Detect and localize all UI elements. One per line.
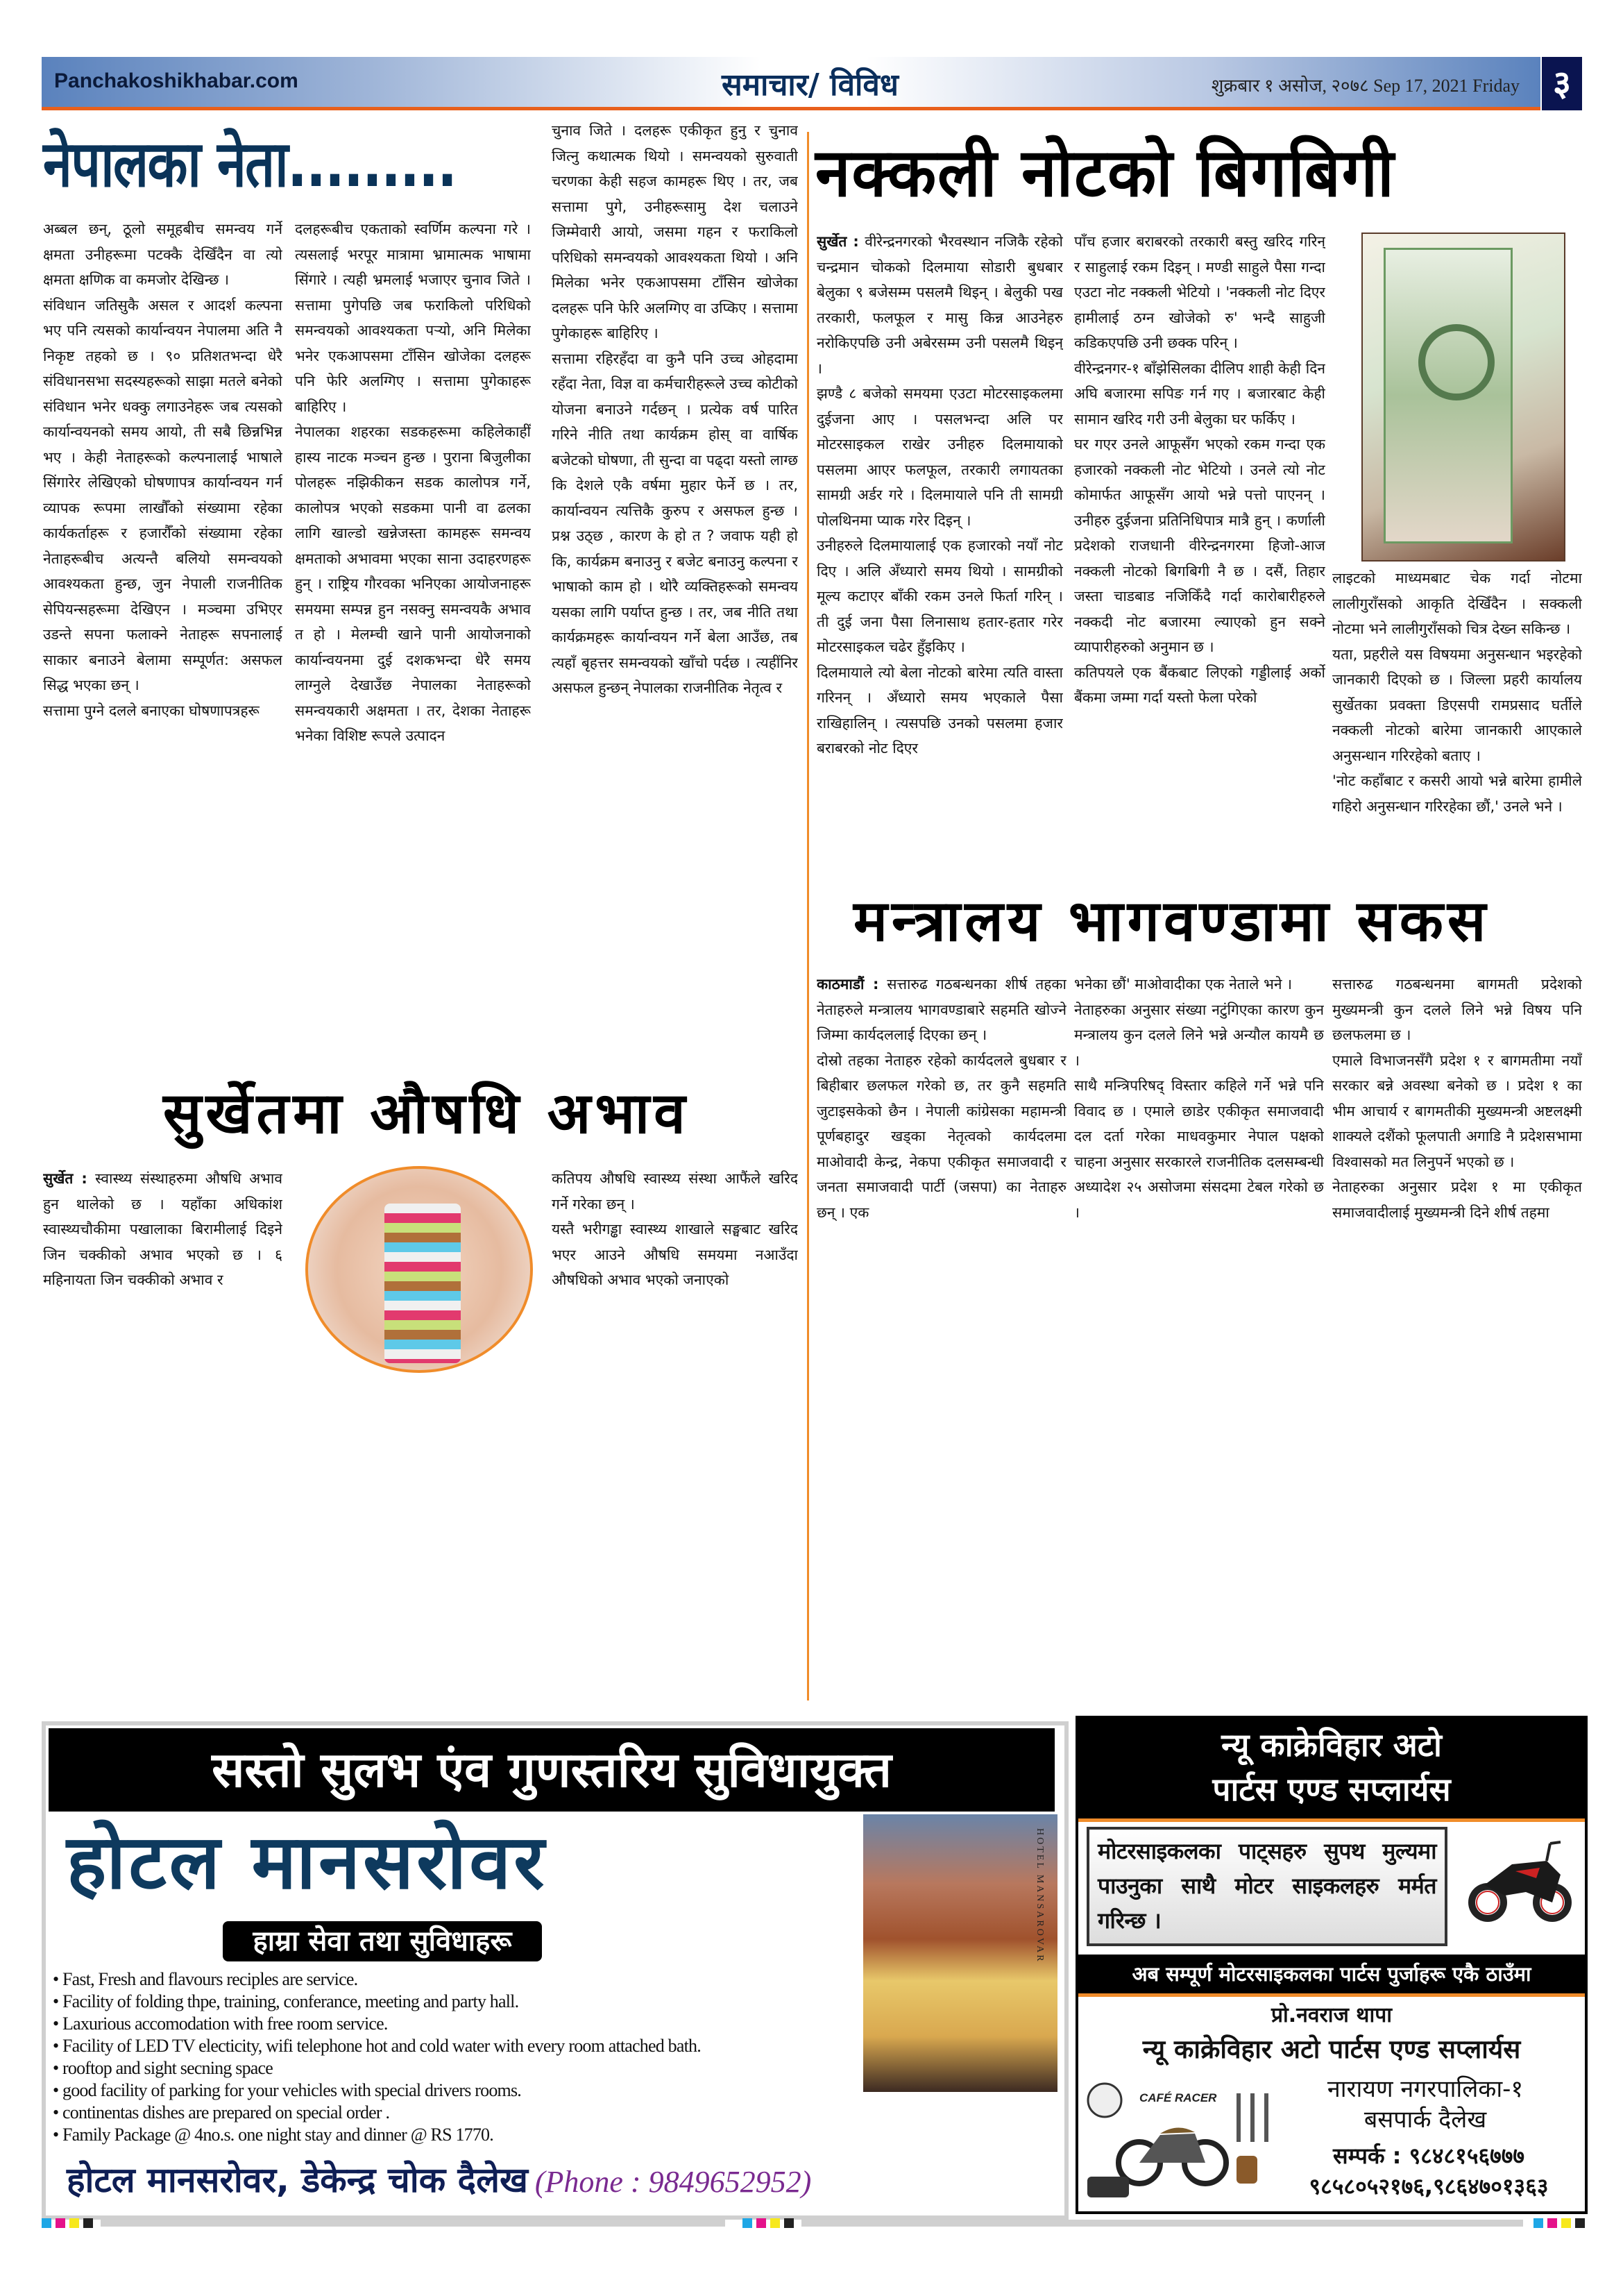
feature-item: • Facility of LED TV electicity, wifi telephone hot and cold water with every room attached bath. — [53, 2035, 858, 2057]
nepal-article-col1 — [43, 217, 282, 1049]
grey-bar — [801, 2220, 1523, 2227]
paragraph: घर गएर उनले आफूसँग भएको रकम गन्दा एक हजारको नक्कली नोट भेटियो । उनले त्यो नोट कोमार्फत आफूसँग आयो भन्ने पत्तो पाएनन् । उनीहरु दुईजना प्रतिनिधिपात्र मात्रै हुन् । कर्णाली प्रदेशको राजधानी वीरेन्द्रनगरमा हिजो-आज नक्कली नोटको बिगबिगी नै छ । दसैं, तिहार जस्ता चाडबाड नजिकिँदै गर्दा कारोबारीहरुले नक्कदी नोट बजारमा ल्याएको हुन सक्ने व्यापारीहरुको अनुमान छ । — [1074, 436, 1325, 655]
address-line1: नारायण नगरपालिका-१ — [1327, 2075, 1524, 2103]
paragraph: एमाले विभाजनसँगै प्रदेश १ र बागमतीमा नयाँ सरकार बन्ने अवस्था बनेको छ । प्रदेश १ का भीम आचार्य र बागमतीकी मुख्यमन्त्री अष्टलक्ष्मी शाक्यले दशैंको फूलपाती अगाडि नै प्रदेशसभामा विश्वासको मत लिनुपर्ने भएको छ । — [1332, 1052, 1582, 1170]
contact-line1: सम्पर्क : ९८४८१५६७७७ — [1332, 2143, 1525, 2169]
feature-item: • Laxurious accomodation with free room service. — [53, 2013, 858, 2035]
yellow-swatch — [69, 2218, 79, 2228]
paragraph-text: वीरेन्द्रनगरको भैरवस्थान नजिकै रहेको चन्द्रमान चोकको दिलमाया सोडारी बुधबार बेलुका ९ बजेसम्म पसलमै थिइन् । बेलुकी पख तरकारी, फलफूल र मासु किन्न आउनेहरु नरोकिएपछि उनी अबेरसम्म उनी पसलमै थिइन् । — [817, 233, 1063, 377]
paragraph: यता, प्रहरीले यस विषयमा अनुसन्धान भइरहेको जानकारी दिएको छ । जिल्ला प्रहरी कार्यालय सुर्खेतका प्रवक्ता डिएसपी रामप्रसाद घर्तीले नक्कली नोटको बारेमा जानकारी आएकाले अनुसन्धान गरिरहेको बताए । — [1332, 645, 1582, 764]
auto-parts-ad — [1076, 1716, 1588, 2214]
hotel-sign: HOTEL MANSAROVAR — [1035, 1828, 1045, 1964]
magenta-swatch — [756, 2218, 766, 2228]
firm-address — [1280, 2074, 1571, 2135]
dateline: काठमाडौं : — [817, 976, 879, 993]
paragraph: नेपालका शहरका सडकहरूमा कहिलेकाहीँ हास्य नाटक मञ्चन हुन्छ । पुराना बिजुलीका पोलहरू नझिकीकन सडक कालोपत्र गर्ने, कालोपत्र भएको सडकमा पानी वा ढलका लागि खाल्डो खन्नेजस्ता कामहरू समन्वय क्षमताको अभावमा भएका साना उदाहरणहरू हुन् । राष्ट्रिय गौरवका भनिएका आयोजनाहरू समयमा सम्पन्न हुन नसक्नु समन्वयकै अभाव त हो । मेलम्ची खाने पानी आयोजनाको कार्यान्वयनमा दुई दशकभन्दा धेरै समय लाग्नुले देखाउँछ नेपालका नेताहरूको समन्वयकारी अक्षमता । तर, देशका नेताहरू भनेका विशिष्ट रूपले उत्पादन — [295, 423, 531, 744]
feature-item: • Family Package @ 4no.s. one night stay and dinner @ RS 1770. — [53, 2124, 858, 2146]
paragraph-text: सत्तारुढ गठबन्धनका शीर्ष तहका नेताहरुले मन्त्रालय भागवण्डाबारे सहमति खोज्ने जिम्मा कार्यदललाई दिएका छन् । — [817, 976, 1067, 1043]
paragraph: दिलमायाले त्यो बेला नोटको बारेमा त्यति वास्ता गरिनन् । अँध्यारो समय भएकाले पैसा राखिहालिन् । त्यसपछि उनको पसलमा हजार बराबरको नोट दिएर — [817, 664, 1063, 757]
page-header — [42, 57, 1540, 110]
grey-bar — [101, 2220, 725, 2227]
banknote-watermark-circle — [1418, 324, 1495, 400]
all-parts-band: अब सम्पूर्ण मोटरसाइकलका पार्टस पुर्जाहरू एकै ठाउँमा — [1078, 1955, 1585, 1997]
pill-strips-stack — [384, 1204, 461, 1363]
ad-title-line1: न्यू काक्रेविहार अटो — [1221, 1726, 1442, 1764]
paragraph: पाँच हजार बराबरको तरकारी बस्तु खरिद गरिन् र साहुलाई रकम दिइन् । मण्डी साहुले पैसा गन्दा एउटा नोट नक्कली भेटियो । 'नक्कली नोट दिएर हामीलाई ठग्न खोजेको रु' भन्दै साहुजी कडिकएपछि उनी छक्क परिन् । — [1074, 233, 1325, 351]
black-swatch — [1575, 2218, 1585, 2228]
motorcycle-icon — [1463, 1837, 1574, 1927]
hotel-name: होटल मानसरोवर — [67, 1819, 547, 1906]
yellow-swatch — [1561, 2218, 1571, 2228]
firm-name: न्यू काक्रेविहार अटो पार्टस एण्ड सप्लार्यस — [1142, 2034, 1521, 2064]
paragraph: सत्तारुढ गठबन्धनमा बागमती प्रदेशको मुख्यमन्त्री कुन दलले लिने भन्ने विषय पनि छलफलमा छ । — [1332, 976, 1582, 1043]
ministry-col1 — [817, 972, 1067, 1694]
hotel-mansarovar-ad — [42, 1721, 1069, 2220]
hotel-phone: (Phone : 9849652952) — [534, 2165, 812, 2199]
paragraph — [817, 972, 1067, 1048]
print-color-marks — [42, 2218, 1582, 2228]
paragraph: कतिपयले एक बैंकबाट लिएको गड्डीलाई अर्को बैंकमा जम्मा गर्दा यस्तो फेला परेको — [1074, 664, 1325, 706]
firm-contact — [1280, 2141, 1578, 2202]
paragraph: यस्तै भरीगड्ढा स्वास्थ्य शाखाले सङ्घबाट खरिद भएर आउने औषधि समयमा नआउँदा औषधिको अभाव भएको जनाएको — [552, 1221, 798, 1288]
paragraph: कतिपय औषधि स्वास्थ्य संस्था आफैंले खरिद गर्ने गरेका छन् । — [552, 1170, 798, 1213]
ad-tagline: सस्तो सुलभ एंव गुणस्तरिय सुविधायुक्त — [49, 1728, 1055, 1812]
paragraph: भनेका छौं' माओवादीका एक नेताले भने । — [1074, 976, 1293, 993]
paragraph: 'नोट कहाँबाट र कसरी आयो भन्ने बारेमा हामीले गहिरो अनुसन्धान गरिरहेका छौं,' उनले भने । — [1332, 773, 1582, 815]
section-title: समाचार/ विविध — [722, 67, 899, 103]
feature-item: • Facility of folding thpe, training, conferance, meeting and party hall. — [53, 1991, 858, 2013]
nepal-article-col3 — [552, 118, 798, 1048]
paragraph: लाइटको माध्यमबाट चेक गर्दा नोटमा लालीगुराँसको आकृति देखिँदैन । सक्कली नोटमा भने लालीगुराँसको चित्र देख्न सकिन्छ । — [1332, 570, 1582, 637]
cyan-swatch — [1533, 2218, 1543, 2228]
paragraph: साथै मन्त्रिपरिषद् विस्तार कहिले गर्ने भन्ने पनि विवाद छ । एमाले छाडेर एकीकृत समाजवादी दल दर्ता गरेका माधवकुमार नेपाल पक्षको चाहना अनुसार सरकारले राजनीतिक दलसम्बन्धी अध्यादेश २५ असोजमा संसदमा टेबल गरेको छ । — [1074, 1077, 1324, 1221]
services-heading: हाम्रा सेवा तथा सुविधाहरू — [223, 1921, 542, 1961]
site-name: Panchakoshikhabar.com — [54, 69, 298, 92]
medicine-col1 — [43, 1166, 282, 1694]
column-divider — [807, 132, 809, 1700]
ad-title-line2: पार्टस एण्ड सप्लार्यस — [1212, 1771, 1451, 1808]
hotel-address: होटल मानसरोवर, डेकेन्द्र चोक दैलेख — [67, 2160, 528, 2200]
paragraph: सत्तामा पुग्ने दलले बनाएका घोषणापत्रहरू — [43, 702, 260, 719]
paragraph: अब्बल छन्, ठूलो समूहबीच समन्वय गर्ने क्षमता उनीहरूमा पटक्कै देखिँदैन वा त्यो क्षमता क्षणिक वा कमजोर देखिन्छ । — [43, 221, 282, 288]
black-swatch — [784, 2218, 794, 2228]
dateline: सुर्खेत : — [43, 1170, 87, 1187]
feature-item: • good facility of parking for your vehicles with special drivers rooms. — [53, 2079, 858, 2102]
address-line2: बसपार्क दैलेख — [1363, 2106, 1487, 2134]
paragraph: संविधान जतिसुकै असल र आदर्श कल्पना भए पनि त्यसको कार्यान्वयन नेपालमा अति नै निकृष्ट तहको छ । ९० प्रतिशतभन्दा धेरै संविधानसभा सदस्यहरूको साझा मतले बनेको संविधान भनेर धक्कु लगाउनेहरू जब त्यसको कार्यान्वयनको समय आयो, ती सबै छिन्नभिन्न भए । केही नेताहरूको कल्पनालाई भाषाले सिंगारेर लेखिएको घोषणापत्र कार्यान्वयन गर्न व्यापक रूपमा लाखौँको संख्यामा रहेका कार्यकर्ताहरू र हजारौँको संख्यामा रहेका नेताहरूबीच अत्यन्तै बलियो समन्वयको आवश्यकता हुन्छ, जुन नेपाली राजनीतिक सेपियन्सहरूमा देखिएन । मञ्चमा उभिएर उडन्ते सपना फलाक्ने नेताहरू सपनालाई साकार बनाउने बेलामा सम्पूर्णत: असफल सिद्ध भएका छन् । — [43, 296, 282, 693]
medicine-pills-photo — [305, 1166, 533, 1373]
headline-ministry: मन्त्रालय भागवण्डामा सकस — [853, 888, 1490, 954]
medicine-col3 — [552, 1166, 798, 1694]
cafe-racer-label: CAFÉ RACER — [1139, 2091, 1217, 2104]
hotel-building-photo — [863, 1814, 1057, 2092]
dateline: सुर्खेत : — [817, 233, 859, 250]
magenta-swatch — [56, 2218, 65, 2228]
paragraph-text: स्वास्थ्य संस्थाहरुमा औषधि अभाव हुन थालेको छ । यहाँका अधिकांश स्वास्थ्यचौकीमा पखालाका बिरामीलाई दिइने जिन चक्कीको अभाव भएको छ । ६ महिनायता जिन चक्कीको अभाव र — [43, 1170, 282, 1288]
proprietor: प्रो.नवराज थापा — [1271, 2003, 1393, 2027]
issue-date: शुक्रबार १ असोज, २०७८ Sep 17, 2021 Friday — [1211, 76, 1520, 96]
headline-fake-notes: नक्कली नोटको बिगबिगी — [815, 134, 1395, 212]
contact-line2: ९८५८०५२१७६,९८६४७०१३६३ — [1309, 2173, 1549, 2200]
page-number: ३ — [1542, 57, 1582, 110]
yellow-swatch — [770, 2218, 780, 2228]
headline-medicine-shortage: सुर्खेतमा औषधि अभाव — [163, 1081, 690, 1147]
paragraph — [817, 229, 1063, 381]
paragraph — [43, 1166, 282, 1293]
fake-note-col1 — [817, 229, 1063, 868]
feature-item: • Fast, Fresh and flavours reciples are service. — [53, 1968, 858, 1991]
paragraph: दोस्रो तहका नेताहरु रहेको कार्यदलले बुधबार र बिहीबार छलफल गरेको छ, तर कुनै सहमति जुटाइसकेको छैन । नेपाली कांग्रेसका महामन्त्री पूर्णबहादुर खड्का नेतृत्वको कार्यदलमा माओवादी केन्द्र, नेकपा एकीकृत समाजवादी र जनता समाजवादी पार्टी (जसपा) का नेताहरु छन् । एक — [817, 1052, 1067, 1221]
headline-nepal-leaders: नेपालका नेता......... — [43, 127, 457, 201]
ministry-col3 — [1332, 972, 1582, 1694]
feature-item: • continentas dishes are prepared on special order . — [53, 2102, 858, 2124]
black-swatch — [83, 2218, 93, 2228]
cyan-swatch — [742, 2218, 752, 2228]
paragraph: दलहरूबीच एकताको स्वर्णिम कल्पना गरे । त्यसलाई भरपूर मात्रामा भ्रामात्मक भाषामा सिंगारे । त्यही भ्रमलाई भजाएर चुनाव जिते । सत्तामा पुगेपछि जब फराकिलो परिधिको समन्वयको आवश्यकता पर्‍यो, अनि मिलेका भनेर एकआपसमा टाँसिन खोजेका दलहरू पनि फेरि अलग्गिए । सत्तामा पुगेकाहरू बाहिरिए । — [295, 221, 531, 415]
nepal-article-col2 — [295, 217, 531, 1049]
features-list — [53, 1968, 858, 2146]
promo-box: मोटरसाइकलका पाट्सहरु सुपथ मुल्यमा पाउनुका साथै मोटर साइकलहरु मर्मत गरिन्छ । — [1087, 1827, 1447, 1946]
paragraph: नेताहरुका अनुसार संख्या नटुंगिएका कारण कुन मन्त्रालय कुन दलले लिने भन्ने अन्यौल कायमै छ । — [1074, 1001, 1324, 1069]
paragraph: नेताहरुका अनुसार प्रदेश १ मा एकीकृत समाजवादीलाई मुख्यमन्त्री दिने शीर्ष तहमा — [1332, 1179, 1582, 1221]
ministry-col2 — [1074, 972, 1324, 1694]
cyan-swatch — [42, 2218, 51, 2228]
paragraph: सत्तामा रहिरहँदा वा कुनै पनि उच्च ओहदामा रहँदा नेता, विज्ञ वा कर्मचारीहरूले उच्च कोटीको योजना बनाउने गर्दछन् । प्रत्येक वर्ष पारित गरिने नीति तथा कार्यक्रम होस् वा वार्षिक बजेटको घोषणा, ती सुन्दा वा पढ्दा यस्तो लाग्छ कि देशले एकै वर्षमा मुहार फेर्ने छ । तर, कार्यान्वयन त्यत्तिकै कुरुप र असफल हुन्छ । प्रश्न उठ्छ , कारण के हो त ? जवाफ यही हो कि, कार्यक्रम बनाउनु र बजेट बनाउनु कल्पना र भाषाको काम हो । थोरै व्यक्तिहरूको समन्वय यसका लागि पर्याप्त हुन्छ । तर, जब नीति तथा कार्यक्रमहरू कार्यान्वयन गर्ने बेला आउँछ, तब त्यहाँ बृहत्तर समन्वयको खाँचो पर्दछ । त्यहींनिर असफल हुन्छन् नेपालका राजनीतिक नेतृत्व र — [552, 350, 798, 696]
ad-title — [1078, 1719, 1585, 1822]
feature-item: • rooftop and sight secning space — [53, 2057, 858, 2079]
fake-note-col2 — [1074, 229, 1325, 868]
paragraph: चुनाव जिते । दलहरू एकीकृत हुनु र चुनाव जित्नु कथात्मक थियो । समन्वयको सुरुवाती चरणका केही सहज कामहरू थिए । तर, जब सत्तामा पुगे, उनीहरूसामु देश चलाउने जिम्मेवारी आयो, जसमा गहन र फराकिलो परिधिको समन्वयको आवश्यकता थियो । अनि मिलेका भनेर एकआपसमा टाँसिन खोजेका दलहरू पनि फेरि अलग्गिए वा उप्किए । सत्तामा पुगेकाहरू बाहिरिए । — [552, 122, 798, 341]
fake-note-col3 — [1332, 566, 1582, 871]
fake-banknote-photo — [1361, 233, 1565, 562]
paragraph: उनीहरुले दिलमायालाई एक हजारको नयाँ नोट दिए । अलि अँध्यारो समय थियो । सामग्रीको मूल्य कटाएर बाँकी रकम उनले फिर्ता गरिन् । ती दुई जना पैसा लिनासाथ हतार-हतार गरेर मोटरसाइकल चढेर हुँइकिए । — [817, 537, 1063, 655]
magenta-swatch — [1547, 2218, 1557, 2228]
hotel-address-line — [67, 2157, 811, 2203]
cafe-racer-tools-illustration — [1084, 2079, 1278, 2204]
paragraph: झण्डै ८ बजेको समयमा एउटा मोटरसाइकलमा दुईजना आए । पसलभन्दा अलि पर मोटरसाइकल राखेर उनीहरु दिलमायाको पसलमा आएर फलफूल, तरकारी लगायतका सामग्री अर्डर गरे । दिलमायाले पनि ती सामग्री पोलथिनमा प्याक गरेर दिइन् । — [817, 385, 1063, 529]
paragraph: वीरेन्द्रनगर-१ बाँझेसिलका दीलिप शाही केही दिन अघि बजारमा सपिङ गर्न गए । बजारबाट केही सामान खरिद गरी उनी बेलुका घर फर्किए । — [1074, 360, 1325, 428]
